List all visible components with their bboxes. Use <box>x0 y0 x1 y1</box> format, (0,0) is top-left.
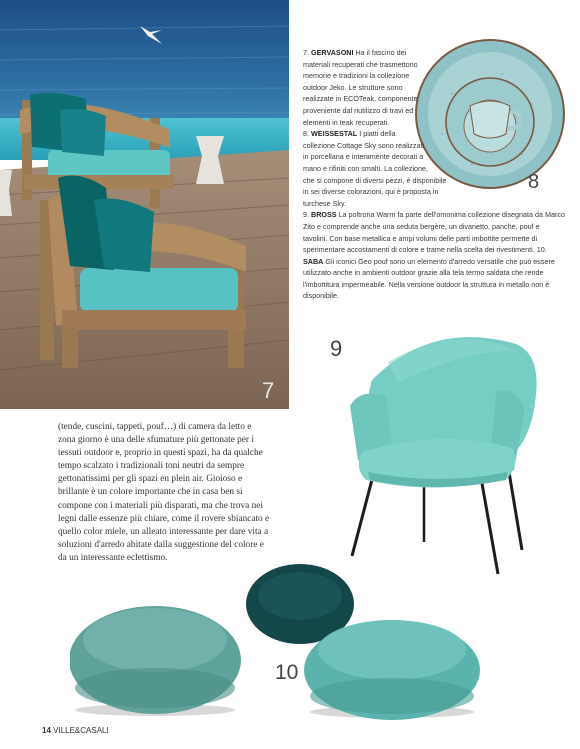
armchair-illustration <box>328 322 550 578</box>
figure-number-8: 8 <box>528 171 540 193</box>
photo-poufs <box>70 560 480 720</box>
brand-gervasoni: GERVASONI <box>311 48 354 57</box>
photo-outdoor-armchairs <box>0 0 289 409</box>
caption-8: 8. WEISSESTAL I piatti della collezione Cottage Sky sono realizzati in porcellana e interamente decorati a mano e rifiniti con smalti. La collezione, <box>303 129 429 173</box>
article-body-text: (tende, cuscini, tappeti, pouf…) di camera da letto e zona giorno è una delle sfumature più gettonate per i tessuti outdoor e, proprio in questi spazi, ha da qualche tempo scalzato i tradizionali toni neutri da sempre gettonatissimi per gli spazi en plein air. Gioioso e brillante è un colore importante che in casa ben si compone con i materiali più disparati, ma che trova nei legni dalle essenze più chiare, come il rovere sbiancato e quello color miele, un alleato interessante per dare vita a soluzioni d'arredo abitate dalla suggestione del colore e da un interessante eclettismo. <box>58 422 270 563</box>
page-footer <box>42 726 109 735</box>
caption-7: 7. GERVASONI Ha il fascino dei materiali recuperati che trasmettono memorie e tradizioni la collezione outdoor Jeko. Le strutture sono realizzate in ECOTeak, componente proveniente dal riutilizzo di travi ed elementi in teak recuperati. <box>303 48 418 127</box>
poufs-illustration <box>70 560 480 720</box>
brand-saba: SABA <box>303 256 324 266</box>
figure-number-10: 10 <box>275 661 299 684</box>
figure-number-9: 9 <box>330 336 343 361</box>
brand-bross: BROSS <box>311 210 337 220</box>
figure-number-7: 7 <box>262 378 275 403</box>
page-number: 14 <box>42 726 51 735</box>
caption-8-continued: che si compone di diversi pezzi, è disponibile in sei diverse colorazioni, qui è proposta in turchese Sky. <box>303 175 447 208</box>
captions-block <box>303 47 565 302</box>
brand-weissestal: WEISSESTAL <box>311 129 358 139</box>
armchairs-illustration <box>0 0 289 409</box>
photo-armchair <box>328 322 550 578</box>
magazine-name: VILLE&CASALI <box>53 726 109 735</box>
caption-9-10: 9. BROSS La poltrona Warm fa parte dell'omonima collezione disegnata da Marco Zito e comprende anche una seduta bergère, un divanetto, panche, pouf e tavolini. Con base metallica e ampi volumi delle parti imbottite permette di sperimentare accostamenti di colore e trame nella scelta dei rivestimenti. 10. SABA Gli iconici Geo pouf sono un elemento d'arredo versatile che può essere utilizzato anche in ambienti outdoor grazie alla tela termo saldata che rende l'imbottitura impermeabile. Nella versione outdoor la struttura in metallo non è disponibile. <box>303 210 565 301</box>
